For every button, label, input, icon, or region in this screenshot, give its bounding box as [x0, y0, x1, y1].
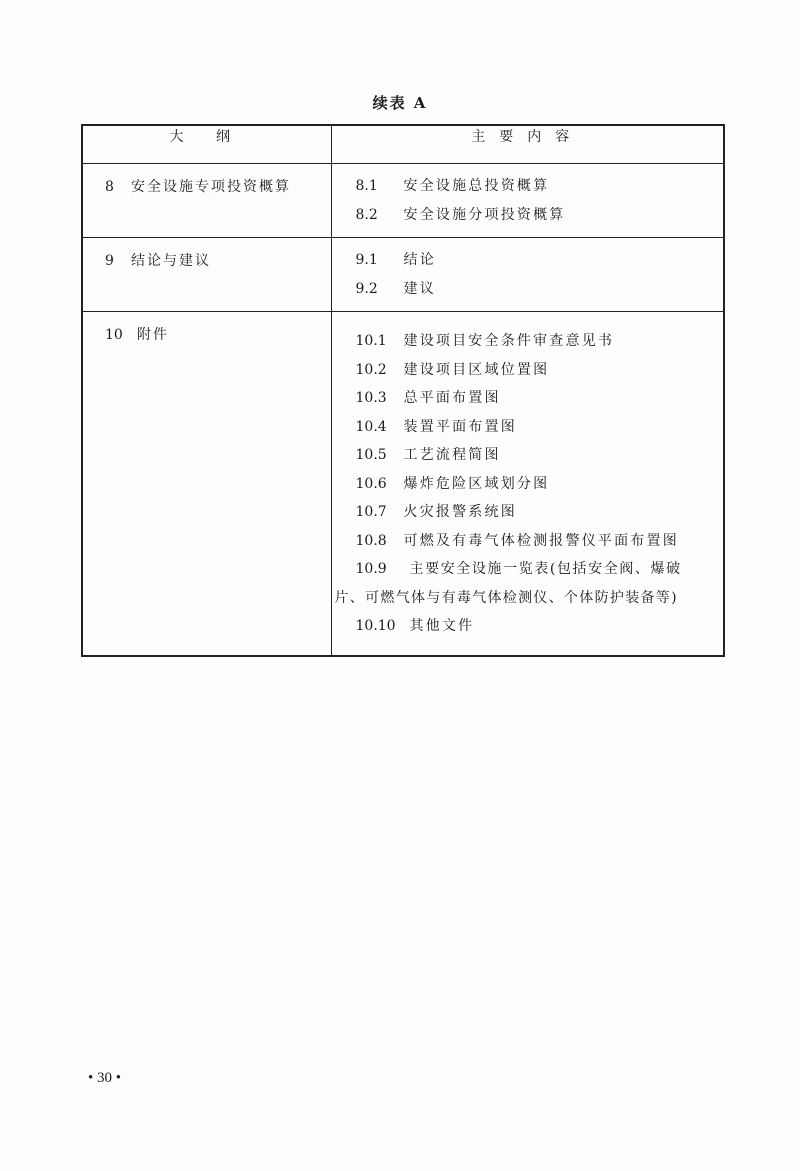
item-number: 10.7 [355, 504, 387, 520]
outline-text: 安全设施专项投资概算 [131, 179, 291, 195]
item-number: 10.6 [355, 475, 387, 492]
item-text: 主要安全设施一览表(包括安全阀、爆破 [409, 561, 682, 577]
outline-cell [82, 164, 331, 238]
item-text: 总平面布置图 [403, 390, 501, 406]
item-number: 10.4 [355, 418, 387, 435]
list-item [335, 275, 724, 304]
list-item [335, 612, 724, 641]
item-number: 8.1 [355, 178, 378, 194]
item-number: 10.10 [355, 618, 396, 634]
item-text: 其他文件 [409, 618, 475, 634]
item-text: 建议 [403, 280, 436, 297]
page-number: • 30 • [88, 1070, 122, 1086]
item-number: 10.8 [355, 532, 387, 549]
item-text: 建设项目安全条件审查意见书 [403, 333, 615, 349]
content-cell [331, 238, 724, 312]
list-item [335, 527, 724, 556]
item-number: 10.2 [355, 361, 387, 378]
table-header-row [82, 125, 724, 164]
item-text: 工艺流程简图 [403, 447, 501, 463]
item-number: 10.5 [355, 447, 387, 463]
content-cell [331, 312, 724, 656]
content-cell [331, 164, 724, 238]
header-outline: 大 纲 [82, 125, 331, 164]
item-number: 10.1 [355, 333, 387, 349]
item-text: 片、可燃气体与有毒气体检测仪、个体防护装备等) [334, 589, 678, 606]
outline-number: 8 [105, 179, 114, 195]
table-title: 续表 A [372, 94, 428, 112]
list-item [335, 555, 724, 584]
item-number: 10.3 [355, 390, 387, 406]
outline-number: 9 [105, 253, 114, 269]
list-item [335, 356, 724, 385]
outline-text: 附件 [137, 327, 169, 343]
list-item [335, 384, 724, 413]
item-number: 8.2 [355, 206, 378, 223]
outline-cell [82, 238, 331, 312]
outline-text: 结论与建议 [131, 253, 211, 269]
item-number: 9.2 [355, 280, 378, 297]
item-text: 结论 [403, 252, 436, 268]
item-text: 可燃及有毒气体检测报警仪平面布置图 [403, 532, 679, 549]
list-item [335, 413, 724, 442]
item-text: 建设项目区域位置图 [403, 361, 550, 378]
list-item [335, 470, 724, 499]
table-row [82, 238, 724, 312]
list-item [335, 172, 724, 201]
item-number: 9.1 [355, 252, 378, 268]
list-item-continuation [335, 584, 724, 613]
outline-table [81, 124, 725, 657]
outline-number: 10 [105, 327, 123, 343]
item-text: 火灾报警系统图 [403, 504, 517, 520]
list-item [335, 201, 724, 230]
item-number: 10.9 [355, 561, 387, 577]
list-item [335, 498, 724, 527]
list-item [335, 327, 724, 356]
outline-cell [82, 312, 331, 656]
list-item [335, 246, 724, 275]
table-row [82, 312, 724, 656]
list-item [335, 441, 724, 470]
table-row [82, 164, 724, 238]
item-text: 装置平面布置图 [403, 418, 517, 435]
item-text: 爆炸危险区域划分图 [403, 475, 550, 492]
header-content: 主要内容 [331, 125, 724, 164]
item-text: 安全设施总投资概算 [403, 178, 550, 194]
item-text: 安全设施分项投资概算 [403, 206, 566, 223]
